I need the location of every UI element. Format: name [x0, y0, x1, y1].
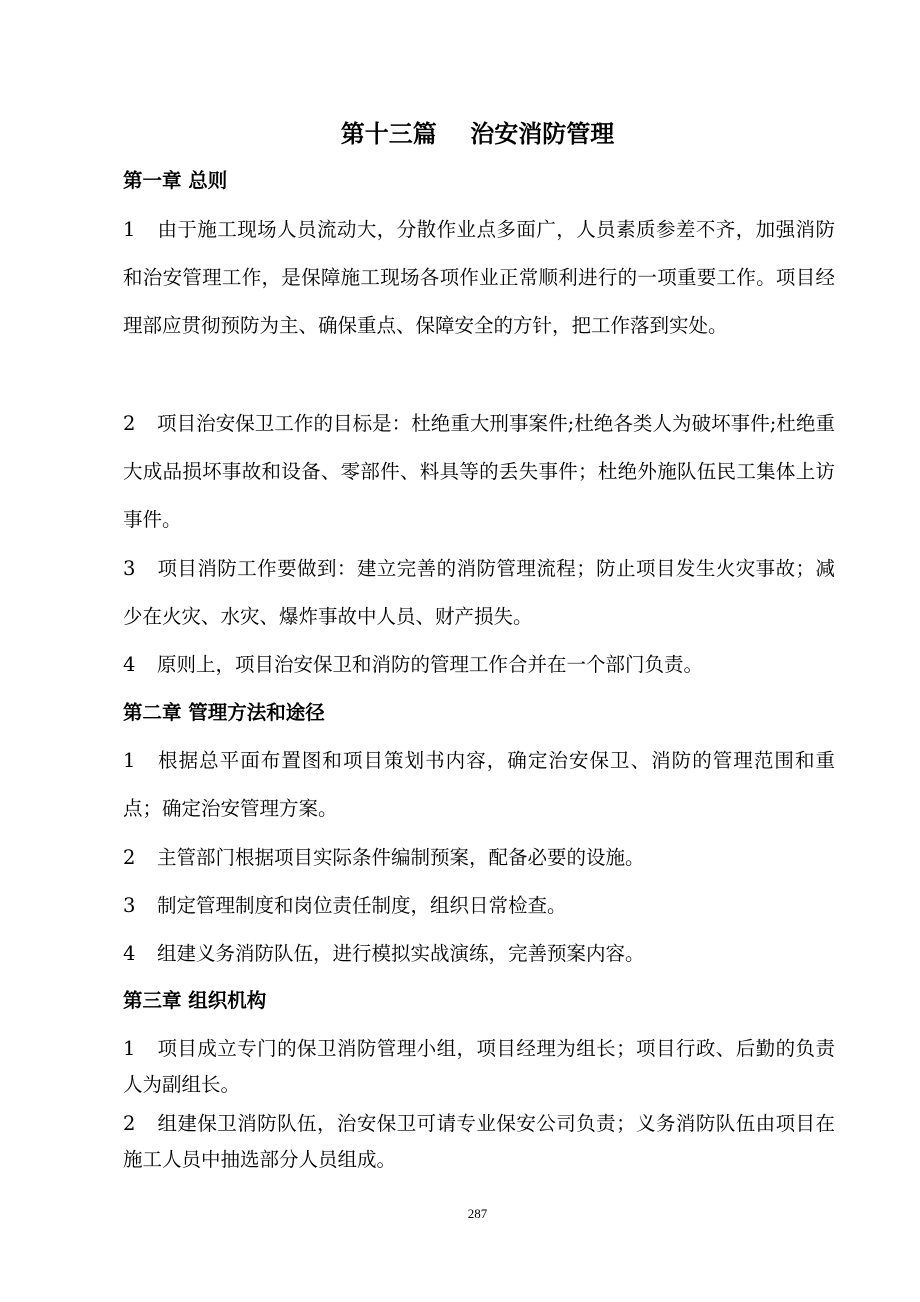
- item-text: 由于施工现场人员流动大，分散作业点多面广，人员素质参差不齐，加强消防和治安管理工作，是保障施工现场各项作业正常顺利进行的一项重要工作。项目经理部应贯彻预防为主、确保重点、保障安全的方针，把工作落到实处。: [123, 218, 835, 337]
- paragraph-2-2: [123, 834, 835, 882]
- paragraph-1-2: [123, 400, 835, 544]
- item-number: 4: [123, 653, 136, 676]
- paragraph-1-4: [123, 641, 835, 689]
- item-text: 制定管理制度和岗位责任制度，组织日常检查。: [157, 894, 567, 917]
- item-number: 2: [123, 412, 136, 435]
- page-number: 287: [467, 1206, 488, 1221]
- item-text: 项目消防工作要做到：建立完善的消防管理流程；防止项目发生火灾事故；减少在火灾、水灾、爆炸事故中人员、财产损失。: [123, 557, 835, 628]
- item-text: 根据总平面布置图和项目策划书内容，确定治安保卫、消防的管理范围和重点；确定治安管理方案。: [123, 749, 835, 820]
- paragraph-2-4: [123, 930, 835, 978]
- page-title: 第十三篇 治安消防管理: [340, 120, 615, 148]
- paragraph-3-2: [123, 1106, 835, 1178]
- paragraph-1-1: [123, 206, 835, 350]
- item-number: 1: [123, 1037, 136, 1060]
- item-number: 2: [123, 846, 136, 869]
- paragraph-1-3: [123, 545, 835, 641]
- item-text: 项目治安保卫工作的目标是：杜绝重大刑事案件;杜绝各类人为破坏事件;杜绝重大成品损坏事故和设备、零部件、料具等的丢失事件；杜绝外施队伍民工集体上访事件。: [123, 412, 835, 531]
- item-text: 组建保卫消防队伍，治安保卫可请专业保安公司负责；义务消防队伍由项目在施工人员中抽选部分人员组成。: [123, 1112, 835, 1171]
- paragraph-2-1: [123, 737, 835, 833]
- item-number: 1: [123, 749, 136, 772]
- item-text: 项目成立专门的保卫消防管理小组，项目经理为组长；项目行政、后勤的负责人为副组长。: [123, 1037, 835, 1096]
- item-text: 主管部门根据项目实际条件编制预案，配备必要的设施。: [157, 846, 645, 869]
- item-number: 4: [123, 942, 136, 965]
- item-number: 2: [123, 1112, 136, 1135]
- item-text: 原则上，项目治安保卫和消防的管理工作合并在一个部门负责。: [157, 653, 704, 676]
- chapter-heading-2: 第二章 管理方法和途径: [123, 701, 325, 724]
- item-text: 组建义务消防队伍，进行模拟实战演练，完善预案内容。: [157, 942, 645, 965]
- paragraph-2-3: [123, 882, 835, 930]
- paragraph-3-1: [123, 1031, 835, 1103]
- chapter-heading-1: 第一章 总则: [123, 169, 228, 192]
- item-number: 3: [123, 557, 136, 580]
- item-number: 1: [123, 218, 136, 241]
- item-number: 3: [123, 894, 136, 917]
- chapter-heading-3: 第三章 组织机构: [123, 989, 267, 1012]
